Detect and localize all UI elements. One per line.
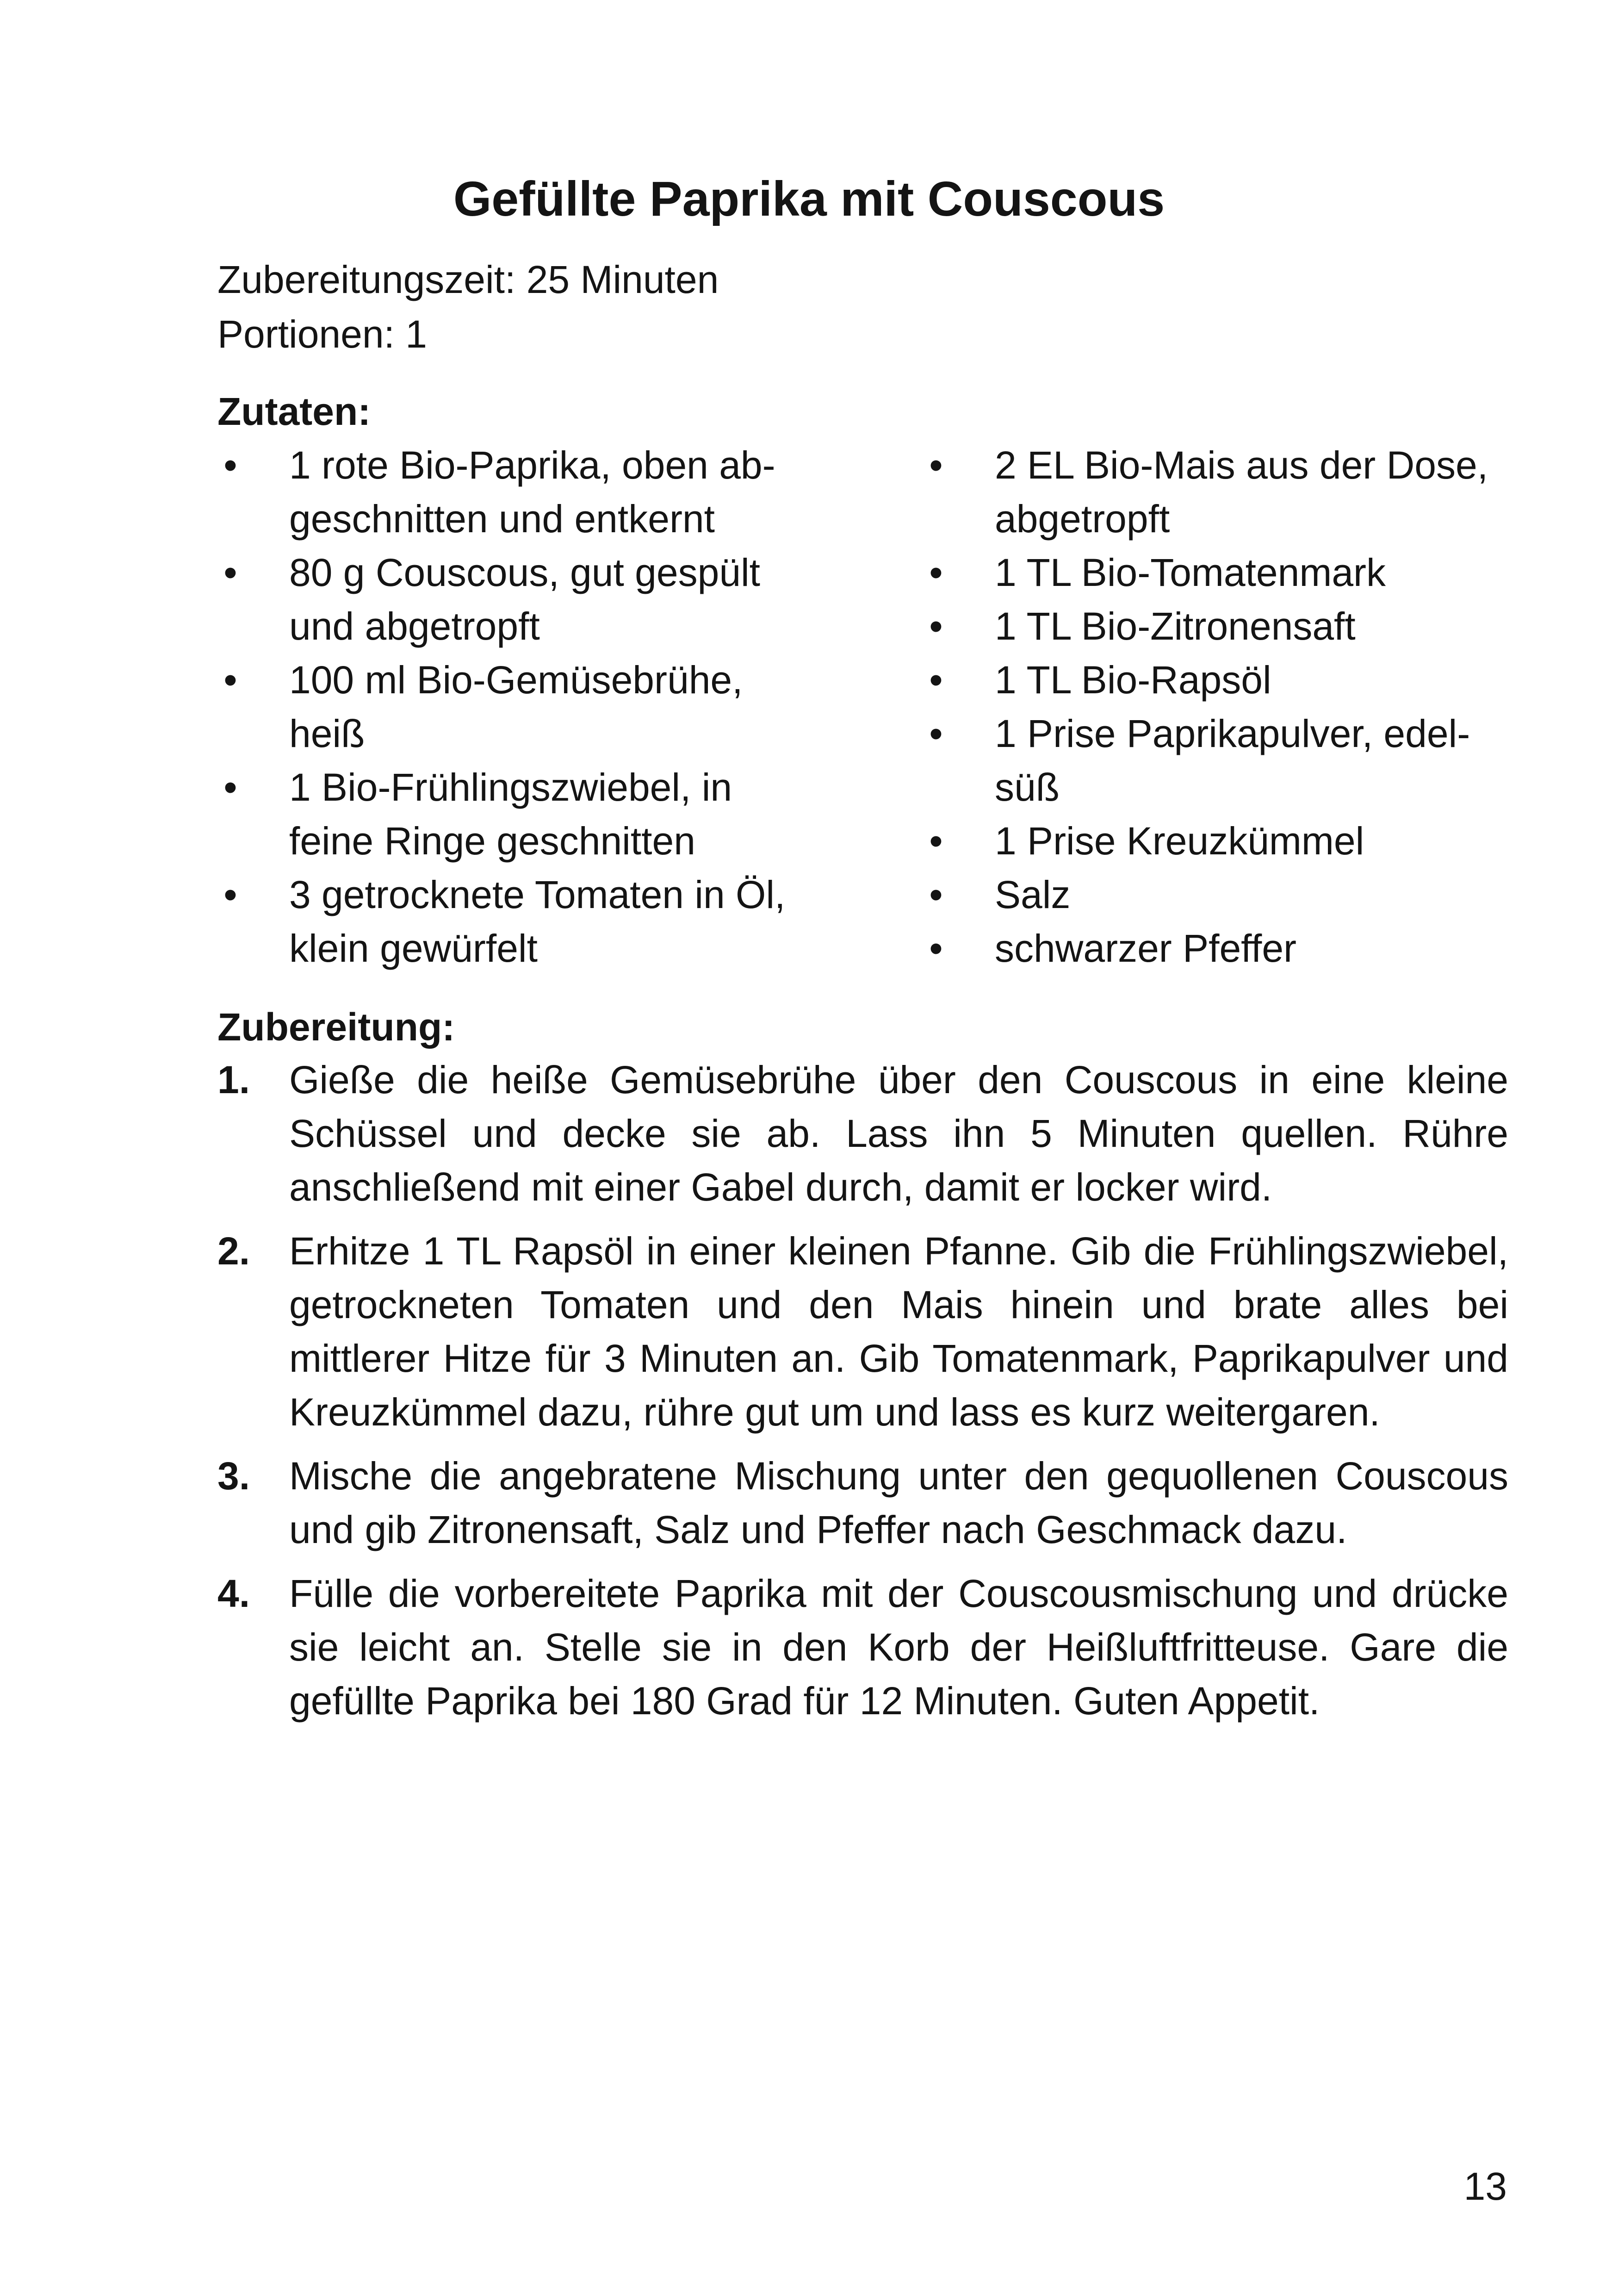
ingredient-text: Salz bbox=[995, 873, 1071, 916]
ingredient-text: 2 EL Bio-Mais aus der Dose, abgetropft bbox=[995, 443, 1488, 541]
ingredient-text: 100 ml Bio-Gemüsebrühe, heiß bbox=[289, 658, 743, 755]
ingredients-list-right bbox=[923, 438, 1525, 975]
bullet-icon: • bbox=[223, 551, 237, 594]
bullet-icon: • bbox=[223, 443, 237, 487]
ingredient-text: 1 rote Bio-Paprika, oben ab- geschnitten und entkernt bbox=[289, 443, 775, 541]
preparation-step bbox=[217, 1224, 1508, 1439]
bullet-icon: • bbox=[929, 443, 943, 487]
bullet-icon: • bbox=[929, 873, 943, 916]
recipe-title: Gefüllte Paprika mit Couscous bbox=[453, 172, 1165, 226]
ingredient-text: 80 g Couscous, gut gespült und abgetropft bbox=[289, 551, 761, 648]
ingredient-text: 1 Prise Kreuzkümmel bbox=[995, 819, 1364, 863]
ingredient-item bbox=[923, 814, 1525, 868]
ingredients-heading: Zutaten: bbox=[217, 390, 371, 433]
ingredient-item bbox=[923, 707, 1525, 814]
servings: Portionen: 1 bbox=[217, 312, 427, 356]
ingredient-text: 1 TL Bio-Zitronensaft bbox=[995, 604, 1356, 648]
step-text: Fülle die vorbereitete Paprika mit der Couscousmischung und drücke sie leicht an. Stelle sie in den Korb der Heißluftfritteuse. Gare die gefüllte Paprika bei 180 Grad für 12 Minuten. Guten Appetit. bbox=[289, 1572, 1508, 1723]
recipe-meta bbox=[217, 252, 719, 361]
ingredient-item bbox=[923, 599, 1525, 653]
bullet-icon: • bbox=[223, 658, 237, 702]
ingredient-text: 1 TL Bio-Rapsöl bbox=[995, 658, 1271, 702]
preparation-steps bbox=[217, 1053, 1508, 1738]
step-number: 3. bbox=[217, 1454, 250, 1498]
ingredient-item bbox=[217, 438, 819, 546]
bullet-icon: • bbox=[929, 819, 943, 863]
ingredient-text: 1 Prise Paprikapulver, edel- süß bbox=[995, 712, 1470, 809]
ingredient-text: 3 getrocknete Tomaten in Öl, klein gewürfelt bbox=[289, 873, 786, 970]
bullet-icon: • bbox=[929, 927, 943, 970]
ingredient-item bbox=[923, 653, 1525, 707]
ingredient-item bbox=[923, 546, 1525, 599]
preparation-step bbox=[217, 1449, 1508, 1556]
step-number: 2. bbox=[217, 1229, 250, 1273]
ingredient-text: 1 TL Bio-Tomatenmark bbox=[995, 551, 1386, 594]
step-text: Erhitze 1 TL Rapsöl in einer kleinen Pfanne. Gib die Frühlingszwiebel, getrockneten Tomaten und den Mais hinein und brate alles bei mittlerer Hitze für 3 Minuten an. Gib Tomatenmark, Paprikapulver und Kreuzkümmel dazu, rühre gut um und lass es kurz weitergaren. bbox=[289, 1229, 1508, 1434]
ingredient-item bbox=[217, 546, 819, 653]
ingredient-item bbox=[217, 868, 819, 975]
bullet-icon: • bbox=[929, 712, 943, 755]
bullet-icon: • bbox=[929, 658, 943, 702]
step-text: Mische die angebratene Mischung unter den gequollenen Couscous und gib Zitronensaft, Salz und Pfeffer nach Geschmack dazu. bbox=[289, 1454, 1508, 1551]
bullet-icon: • bbox=[929, 551, 943, 594]
ingredient-item bbox=[923, 921, 1525, 975]
step-text: Gieße die heiße Gemüsebrühe über den Couscous in eine kleine Schüssel und decke sie ab. Lass ihn 5 Minuten quellen. Rühre anschließend mit einer Gabel durch, damit er locker wird. bbox=[289, 1058, 1508, 1209]
bullet-icon: • bbox=[223, 765, 237, 809]
ingredient-item bbox=[217, 653, 819, 760]
page-number: 13 bbox=[1463, 2165, 1507, 2208]
preparation-step bbox=[217, 1053, 1508, 1214]
prep-time: Zubereitungszeit: 25 Minuten bbox=[217, 258, 719, 301]
ingredient-text: schwarzer Pfeffer bbox=[995, 927, 1297, 970]
ingredient-item bbox=[923, 438, 1525, 546]
ingredient-item bbox=[923, 868, 1525, 921]
bullet-icon: • bbox=[223, 873, 237, 916]
ingredient-item bbox=[217, 760, 819, 868]
ingredient-text: 1 Bio-Frühlingszwiebel, in feine Ringe geschnitten bbox=[289, 765, 732, 863]
preparation-step bbox=[217, 1567, 1508, 1728]
bullet-icon: • bbox=[929, 604, 943, 648]
step-number: 4. bbox=[217, 1572, 250, 1615]
ingredients-list-left bbox=[217, 438, 819, 975]
preparation-heading: Zubereitung: bbox=[217, 1005, 455, 1049]
step-number: 1. bbox=[217, 1058, 250, 1101]
